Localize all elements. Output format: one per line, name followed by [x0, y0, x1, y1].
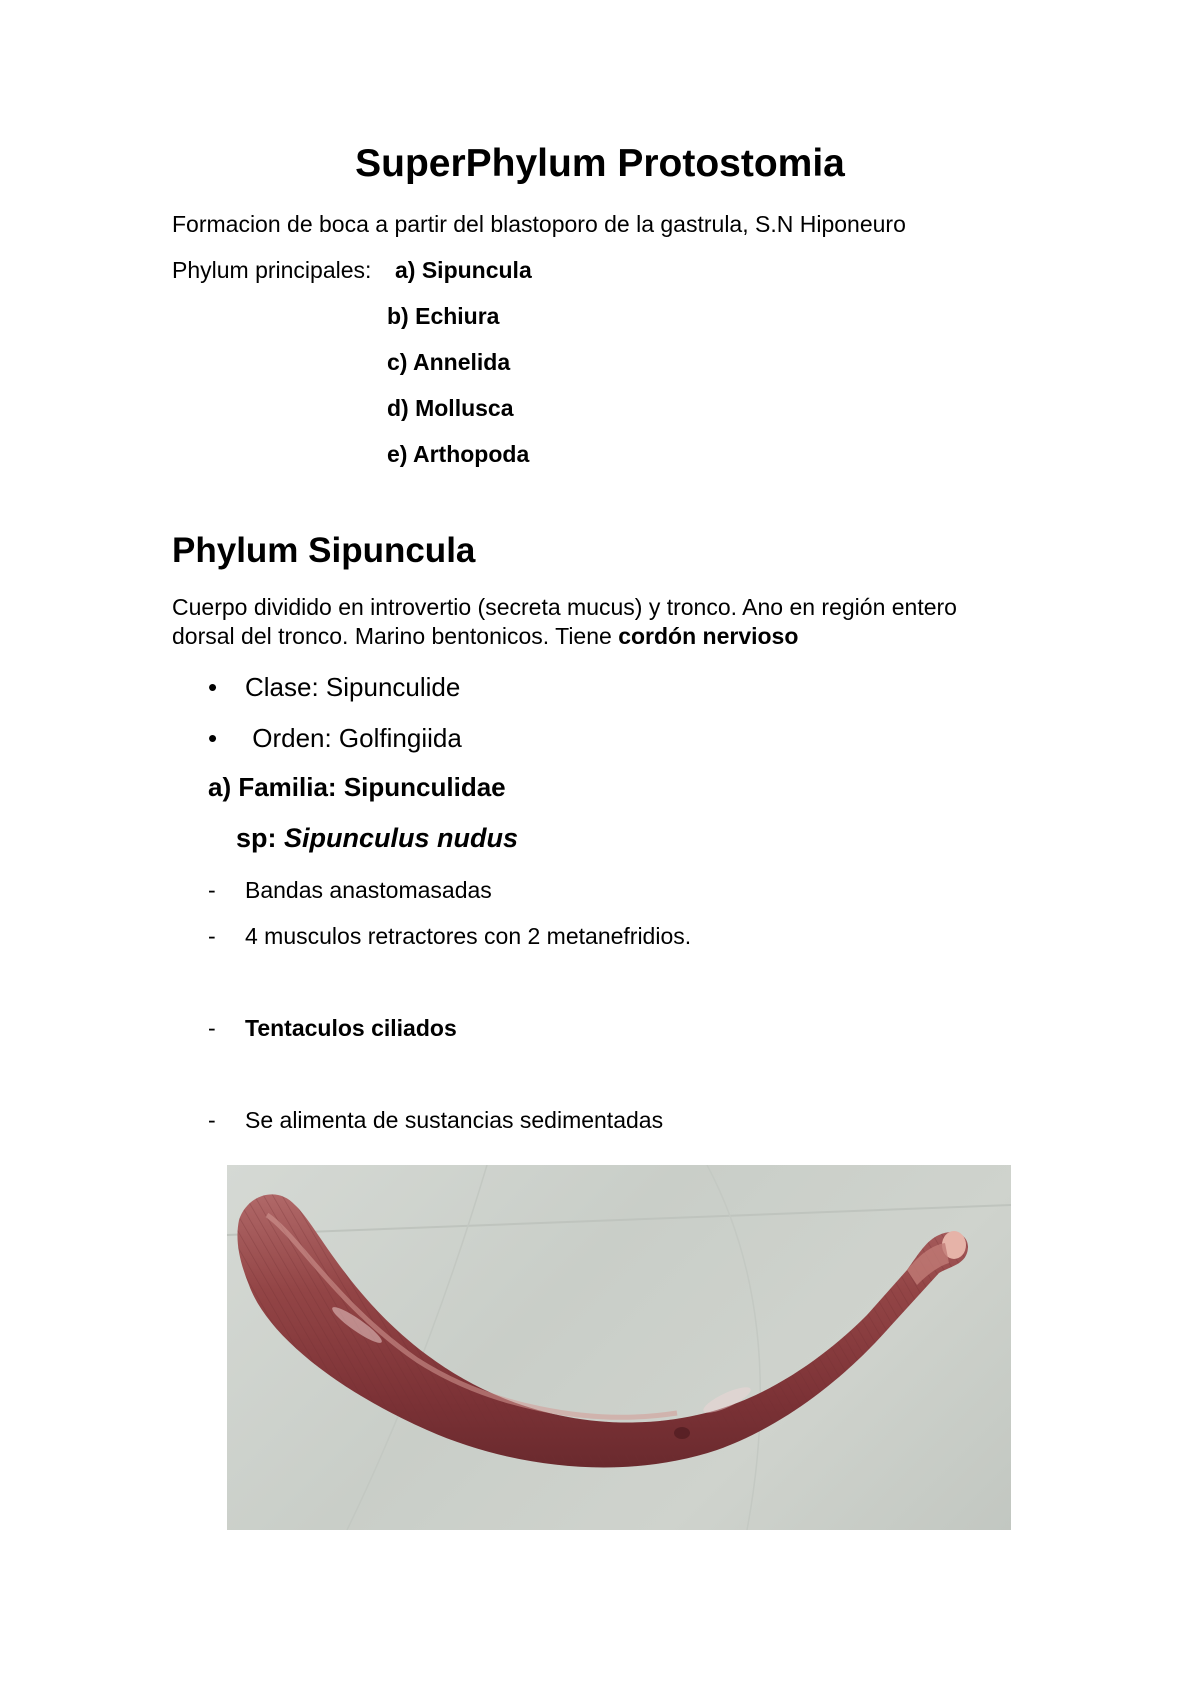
page-title: SuperPhylum Protostomia [355, 142, 845, 185]
description-line-1: Cuerpo dividido en introvertio (secreta mucus) y tronco. Ano en región entero [172, 594, 957, 620]
sipunculus-photo [227, 1165, 1011, 1530]
description-text: dorsal del tronco. Marino bentonicos. Tiene [172, 623, 619, 649]
dash-icon: - [208, 1107, 216, 1133]
bullet-clase: Clase: Sipunculide [245, 672, 461, 702]
bullet-icon: • [208, 672, 218, 702]
tray-crease [707, 1165, 760, 1530]
dash-icon: - [208, 877, 216, 903]
description-line-2 [172, 623, 798, 650]
species-name: Sipunculus nudus [284, 823, 519, 853]
bullet-orden: Orden: Golfingiida [245, 723, 462, 753]
dash-icon: - [208, 923, 216, 949]
trait-item: 4 musculos retractores con 2 metanefridios. [245, 923, 692, 949]
trait-item: Bandas anastomasadas [245, 877, 492, 903]
worm-illustration [227, 1165, 1011, 1530]
section-heading: Phylum Sipuncula [172, 531, 476, 570]
trait-item: Se alimenta de sustancias sedimentadas [245, 1107, 664, 1133]
worm-body-rings [237, 1194, 968, 1467]
phylum-item-annelida: c) Annelida [387, 349, 511, 375]
phylum-item-echiura: b) Echiura [387, 303, 500, 329]
species-label: sp: [236, 823, 285, 853]
tray-crease [227, 1205, 1011, 1235]
phylum-item-arthopoda: e) Arthopoda [387, 441, 530, 467]
dash-icon: - [208, 1015, 216, 1041]
familia-heading: a) Familia: Sipunculidae [208, 772, 506, 802]
trait-item-bold: Tentaculos ciliados [245, 1015, 457, 1041]
bullet-icon: • [208, 723, 218, 753]
intro-text: Formacion de boca a partir del blastoporo de la gastrula, S.N Hiponeuro [172, 211, 906, 237]
phylum-item-mollusca: d) Mollusca [387, 395, 514, 421]
species-line [236, 823, 518, 854]
worm-anus-spot [674, 1427, 690, 1439]
phyla-label: Phylum principales: [172, 257, 372, 283]
description-emphasis: cordón nervioso [618, 623, 799, 649]
phylum-item-sipuncula: a) Sipuncula [395, 257, 532, 283]
